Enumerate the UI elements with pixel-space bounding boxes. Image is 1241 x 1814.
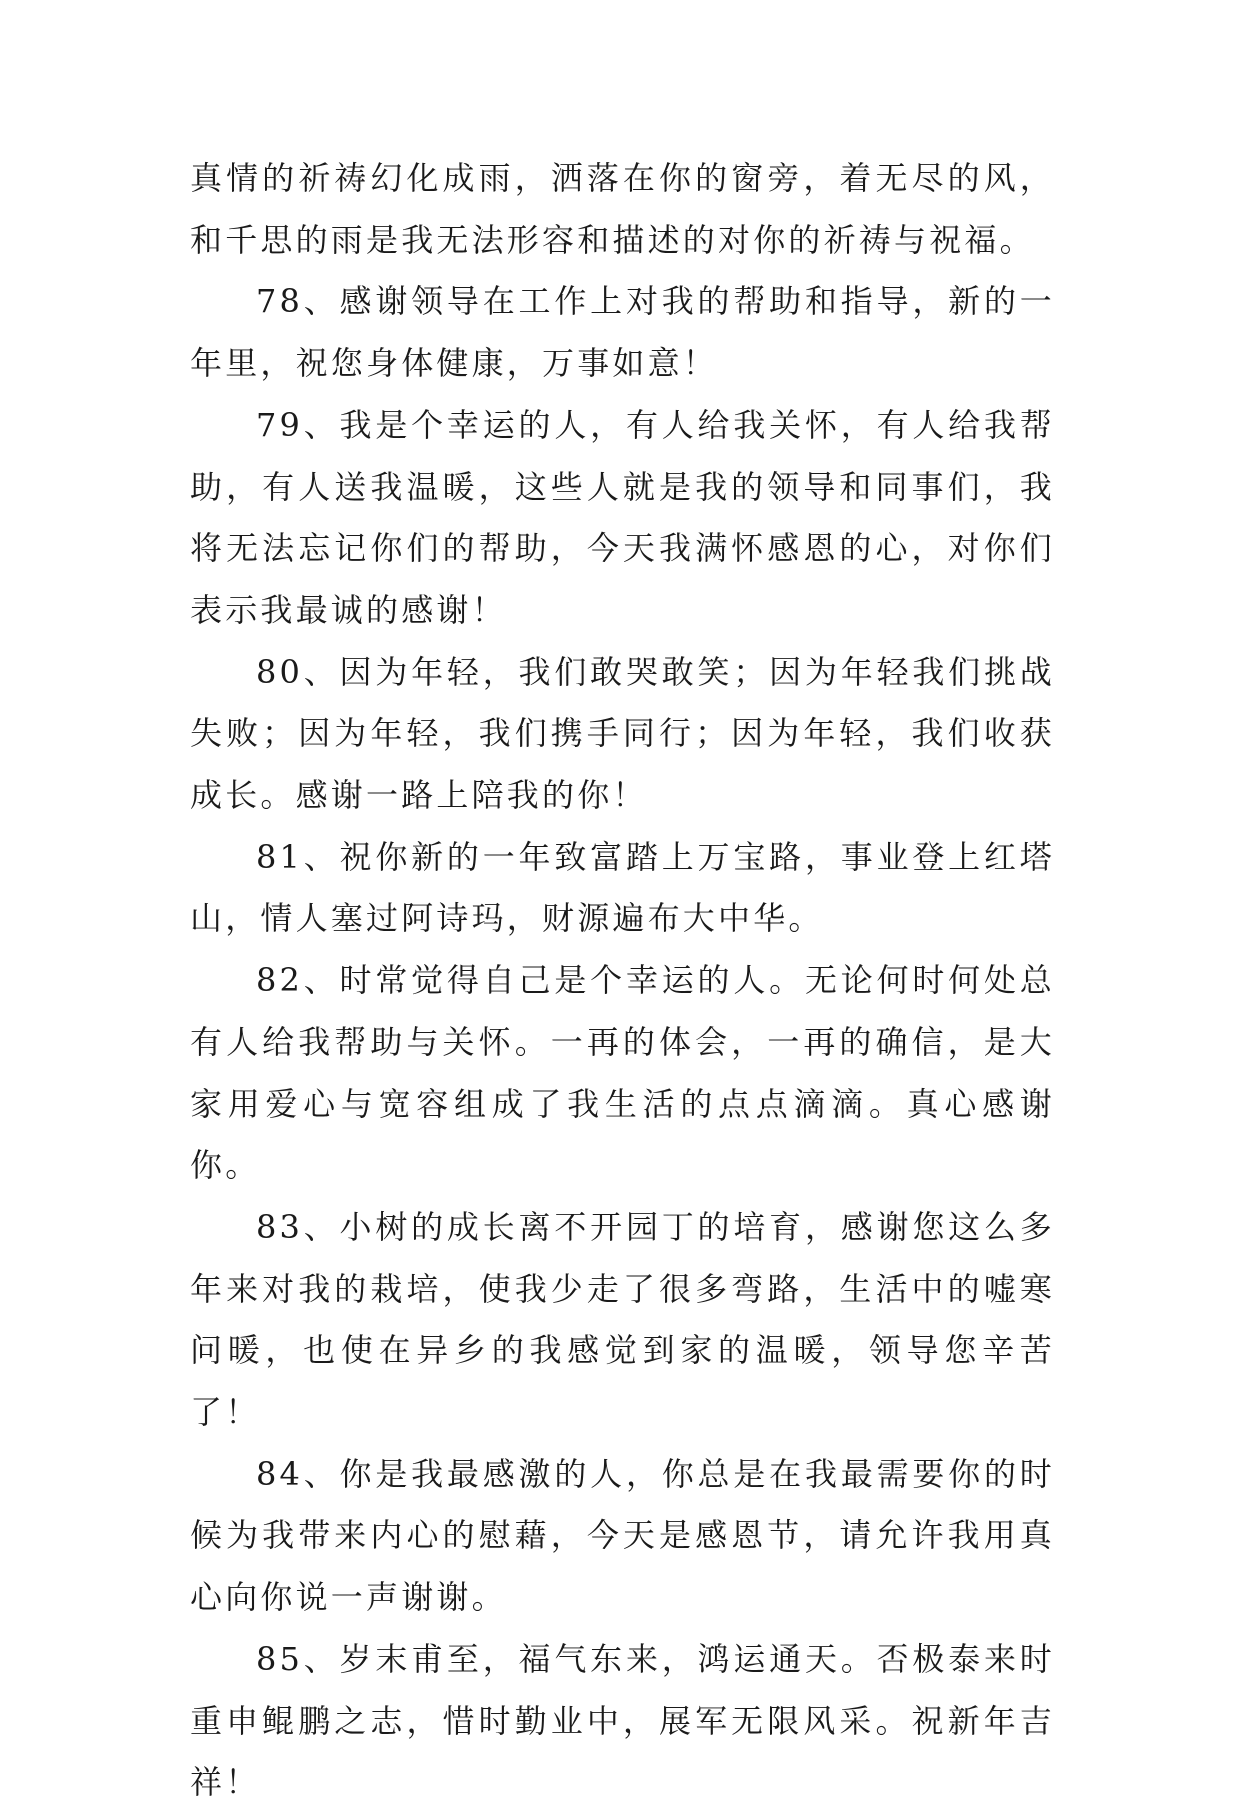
document-body [190,148,1055,1814]
paragraph-83: 83、小树的成长离不开园丁的培育，感谢您这么多年来对我的栽培，使我少走了很多弯路，生活中的嘘寒问暖，也使在异乡的我感觉到家的温暖，领导您辛苦了！ [190,1207,1055,1432]
paragraph-84: 84、你是我最感激的人，你总是在我最需要你的时候为我带来内心的慰藉，今天是感恩节，请允许我用真心向你说一声谢谢。 [190,1454,1055,1617]
paragraph-79: 79、我是个幸运的人，有人给我关怀，有人给我帮助，有人送我温暖，这些人就是我的领导和同事们，我将无法忘记你们的帮助，今天我满怀感恩的心，对你们表示我最诚的感谢！ [190,405,1055,629]
paragraph-78: 78、感谢领导在工作上对我的帮助和指导，新的一年里，祝您身体健康，万事如意！ [190,282,1055,383]
paragraph-85: 85、岁末甫至，福气东来，鸿运通天。否极泰来时重申鲲鹏之志，惜时勤业中，展军无限风采。祝新年吉祥！ [190,1639,1055,1802]
paragraph-continuation: 真情的祈祷幻化成雨，洒落在你的窗旁，着无尽的风，和千思的雨是我无法形容和描述的对你的祈祷与祝福。 [190,159,1055,259]
paragraph-82: 82、时常觉得自己是个幸运的人。无论何时何处总有人给我帮助与关怀。一再的体会，一再的确信，是大家用爱心与宽容组成了我生活的点点滴滴。真心感谢你。 [190,961,1055,1185]
paragraph-80: 80、因为年轻，我们敢哭敢笑；因为年轻我们挑战失败；因为年轻，我们携手同行；因为年轻，我们收获成长。感谢一路上陪我的你！ [190,652,1055,815]
paragraph-81: 81、祝你新的一年致富踏上万宝路，事业登上红塔山，情人塞过阿诗玛，财源遍布大中华。 [190,837,1055,938]
